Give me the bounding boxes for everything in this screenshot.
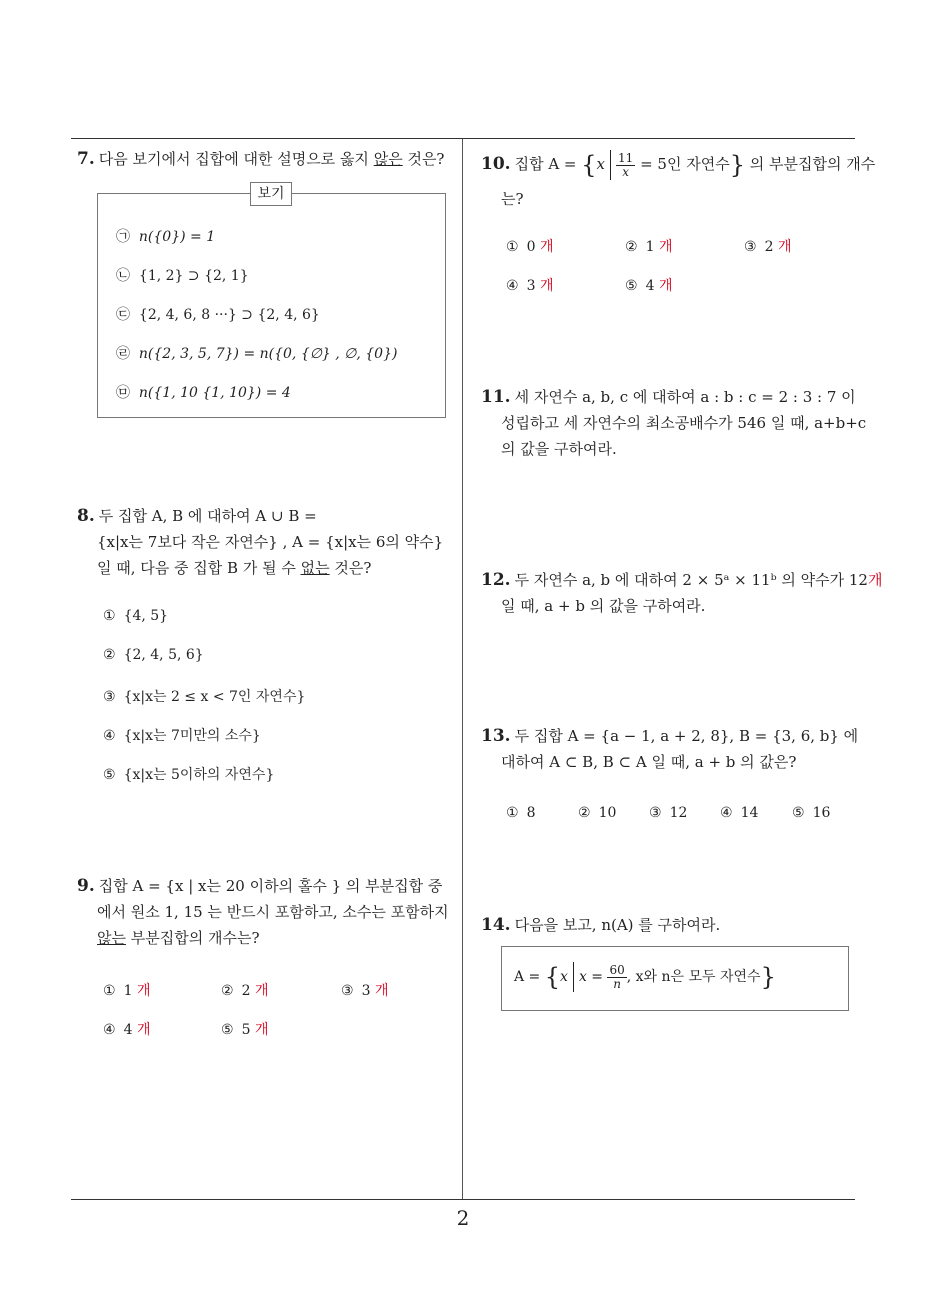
exam-page: 7. 다음 보기에서 집합에 대한 설명으로 옳지 않은 것은? 보기 ㉠ n({0}) = 1 ㉡ {1, 2} ⊃ {2, 1} ㉢ {2, 4, 6, 8 ···} ⊃ {2, 4, 6} ㉣ n({2, 3, 5, 7}) = n({0, {∅} , ∅, {0}) ㉤ n({1, 10 {1, 10}) = 4 8. 두 집합 A, B 에 대하여 A ∪ B = {x|x는 7보다 작은 자연수} , A = {x|x는 6의 약수} 일 때, 다음 중 집합 B 가 될 수 없는 것은? ① {4, 5} ② {2, 4, 5, 6} ③ {x|x는 2 ≤ x < 7인 자연수} ④ {x|x는 7미만의 소수} ⑤ {x|x는 5이하의 자연수} 9. 집합 A = {x | x는 20 이하의 홀수 } 의 부분집합 중 에서 원소 1, 15 는 반드시 포함하고, 소수는 포함하지 않는 부분집합의 개수는? ① 1 개 ② 2 개 ③ 3 개 ④ 4 개 ⑤ 5 개 10. 집합 A = {x $\frac{11}{x}$ = 5인 자연수} 의 부분집합의 개수 는? ① 0 개 ② 1 개 ③ 2 개 ④ 3 개 ⑤ 4 개 11. 세 자연수 a, b, c 에 대하여 a : b : c = 2 : 3 : 7 이 성립하고 세 자연수의 최소공배수가 546 일 때, a+b+c 의 값을 구하여라. 12. 두 자연수 a, b 에 대하여 2 × 5ᵃ × 11ᵇ 의 약수가 12개 일 때, a + b 의 값을 구하여라. 13. 두 집합 A = {a − 1, a + 2, 8}, B = {3, 6, b} 에 대하여 A ⊂ B, B ⊂ A 일 때, a + b 의 값은? ① 8 ② 10 ③ 12 ④ 14 ⑤ 16 14. 다음을 보고, n(A) 를 구하여라. A = {x x = $\frac{60}{n}$ , x와 n은 모두 자연수} 2 <box>0 0 926 1310</box>
option-4[interactable]: ④ 3 개 <box>506 278 554 294</box>
example-item: ㉤ n({1, 10 {1, 10}) = 4 <box>116 385 291 401</box>
set-definition: A = {x x = $\frac{60}{n}$ , x와 n은 모두 자연수} <box>514 962 776 991</box>
question-number: 12. <box>481 570 511 590</box>
question-number: 8. <box>77 506 95 526</box>
question-number: 9. <box>77 876 95 896</box>
option-4[interactable]: ④ 14 <box>720 805 759 821</box>
option-5[interactable]: ⑤ {x|x는 5이하의 자연수} <box>103 767 275 783</box>
option-1[interactable]: ① 0 개 <box>506 239 554 255</box>
option-2[interactable]: ② {2, 4, 5, 6} <box>103 647 204 663</box>
option-5[interactable]: ⑤ 16 <box>792 805 831 821</box>
option-1[interactable]: ① {4, 5} <box>103 608 169 624</box>
option-2[interactable]: ② 2 개 <box>221 983 269 999</box>
example-item: ㉠ n({0}) = 1 <box>116 229 216 245</box>
question-9: 9. 집합 A = {x | x는 20 이하의 홀수 } 의 부분집합 중 에서 원소 1, 15 는 반드시 포함하고, 소수는 포함하지 않는 부분집합의 개수는? <box>77 876 449 947</box>
question-number: 11. <box>481 387 511 407</box>
example-item: ㉣ n({2, 3, 5, 7}) = n({0, {∅} , ∅, {0}) <box>116 346 398 362</box>
question-number: 10. <box>481 154 511 174</box>
example-item: ㉡ {1, 2} ⊃ {2, 1} <box>116 268 249 284</box>
question-8: 8. 두 집합 A, B 에 대하여 A ∪ B = {x|x는 7보다 작은 자연수} , A = {x|x는 6의 약수} 일 때, 다음 중 집합 B 가 될 수 없는 것은? <box>77 506 444 577</box>
option-4[interactable]: ④ {x|x는 7미만의 소수} <box>103 728 261 744</box>
option-3[interactable]: ③ 3 개 <box>341 983 389 999</box>
option-4[interactable]: ④ 4 개 <box>103 1022 151 1038</box>
option-2[interactable]: ② 10 <box>578 805 617 821</box>
option-1[interactable]: ① 8 <box>506 805 536 821</box>
example-box-title: 보기 <box>250 182 292 206</box>
option-3[interactable]: ③ 2 개 <box>744 239 792 255</box>
bottom-rule <box>71 1199 855 1200</box>
question-12: 12. 두 자연수 a, b 에 대하여 2 × 5ᵃ × 11ᵇ 의 약수가 12개 일 때, a + b 의 값을 구하여라. <box>481 570 883 615</box>
question-13: 13. 두 집합 A = {a − 1, a + 2, 8}, B = {3, 6, b} 에 대하여 A ⊂ B, B ⊂ A 일 때, a + b 의 값은? <box>481 726 859 771</box>
option-5[interactable]: ⑤ 4 개 <box>625 278 673 294</box>
column-divider <box>462 139 463 1200</box>
option-5[interactable]: ⑤ 5 개 <box>221 1022 269 1038</box>
top-rule <box>71 138 855 139</box>
option-3[interactable]: ③ {x|x는 2 ≤ x < 7인 자연수} <box>103 689 306 705</box>
question-11: 11. 세 자연수 a, b, c 에 대하여 a : b : c = 2 : 3 : 7 이 성립하고 세 자연수의 최소공배수가 546 일 때, a+b+c 의 값을 구하여라. <box>481 387 867 458</box>
question-10: 10. 집합 A = {x $\frac{11}{x}$ = 5인 자연수} 의 부분집합의 개수 <box>481 150 876 179</box>
page-number: 2 <box>456 1206 470 1230</box>
question-number: 7. <box>77 149 95 169</box>
option-3[interactable]: ③ 12 <box>649 805 688 821</box>
question-14: 14. 다음을 보고, n(A) 를 구하여라. <box>481 915 721 935</box>
example-item: ㉢ {2, 4, 6, 8 ···} ⊃ {2, 4, 6} <box>116 307 320 323</box>
option-1[interactable]: ① 1 개 <box>103 983 151 999</box>
option-2[interactable]: ② 1 개 <box>625 239 673 255</box>
question-number: 14. <box>481 915 511 935</box>
question-7: 7. 다음 보기에서 집합에 대한 설명으로 옳지 않은 것은? <box>77 149 445 169</box>
question-number: 13. <box>481 726 511 746</box>
